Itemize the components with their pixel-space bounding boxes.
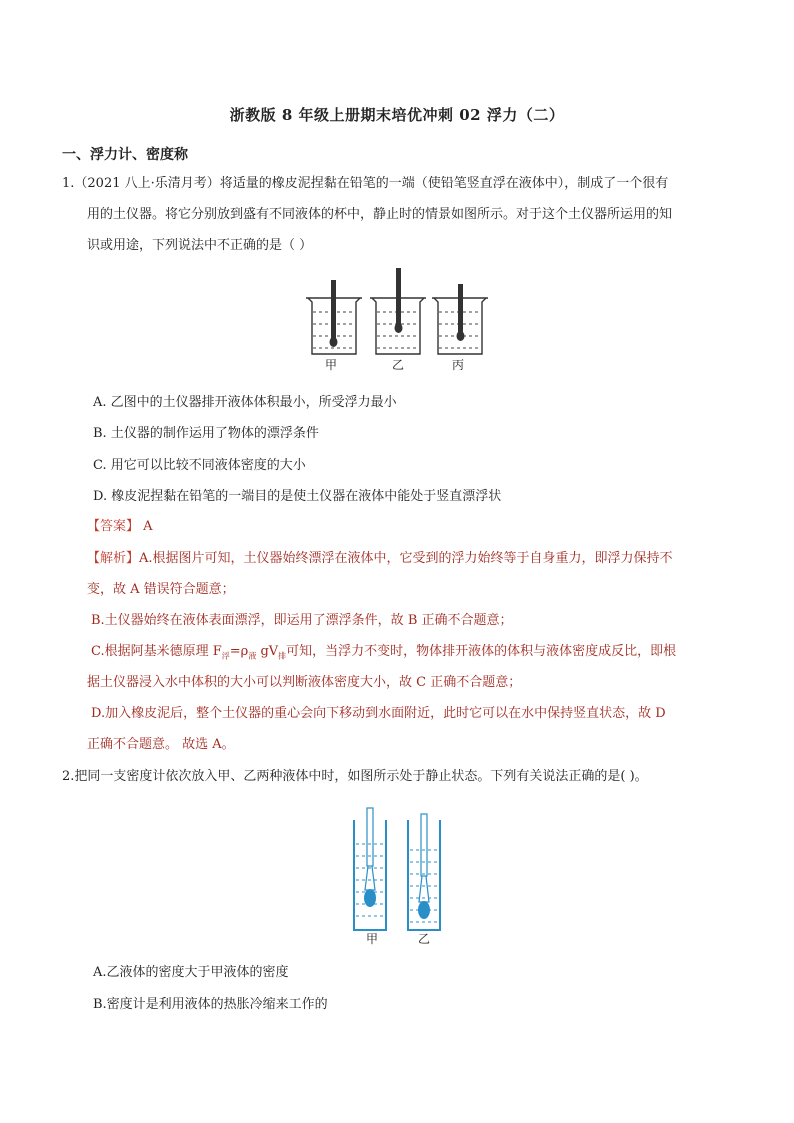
- q1-stem-line-1: 1.（2021 八上·乐清月考）将适量的橡皮泥捏黏在铅笔的一端（使铅笔竖直浮在液体中），制成了一个很有: [62, 176, 669, 191]
- formula-rho: =ρ: [229, 644, 249, 659]
- page-title: 浙教版 8 年级上册期末培优冲刺 02 浮力（二）: [229, 106, 565, 124]
- answer-value: A: [143, 519, 153, 534]
- q1-analysis-line-4: [91, 643, 676, 666]
- formula-f: C.根据阿基米德原理 F: [91, 644, 222, 659]
- q2-option-a: A.乙液体的密度大于甲液体的密度: [93, 965, 289, 980]
- q2-option-b: B.密度计是利用液体的热胀冷缩来工作的: [93, 997, 328, 1012]
- q1-fig-label-2: 乙: [392, 358, 405, 372]
- q2-fig-label-2: 乙: [418, 932, 431, 946]
- q1-analysis-line-3: B.土仪器始终在液体表面漂浮，即运用了漂浮条件，故 B 正确不合题意；: [91, 613, 513, 628]
- q1-fig-label-1: 甲: [325, 358, 338, 372]
- q2-figure-hydrometers: [346, 806, 446, 946]
- formula-sub-liquid: 液: [248, 651, 257, 661]
- q1-analysis-line-6: D.加入橡皮泥后，整个土仪器的重心会向下移动到水面附近，此时它可以在水中保持竖直状态，故 D: [91, 706, 666, 721]
- q1-option-b: B. 土仪器的制作运用了物体的漂浮条件: [93, 426, 319, 441]
- q1-analysis-line-5: 据土仪器浸入水中体积的大小可以判断液体密度大小，故 C 正确不合题意；: [87, 675, 522, 690]
- q2-fig-label-1: 甲: [366, 932, 379, 946]
- q2-stem-line-1: 2.把同一支密度计依次放入甲、乙两种液体中时，如图所示处于静止状态。下列有关说法正确的是( )。: [62, 769, 648, 784]
- answer-tag: 【答案】: [87, 519, 140, 534]
- q1-analysis-line-7: 正确不合题意。 故选 A。: [87, 737, 235, 752]
- q1-option-c: C. 用它可以比较不同液体密度的大小: [93, 458, 306, 473]
- formula-rest: 可知，当浮力不变时，物体排开液体的体积与液体密度成反比，即根: [286, 644, 677, 659]
- q1-option-d: D. 橡皮泥捏黏在铅笔的一端目的是使土仪器在液体中能处于竖直漂浮状: [93, 489, 502, 504]
- formula-gv: gV: [256, 644, 279, 659]
- section-heading: 一、浮力计、密度称: [62, 147, 188, 163]
- q1-option-a: A. 乙图中的土仪器排开液体体积最小，所受浮力最小: [93, 395, 397, 410]
- q1-analysis-line-1: [87, 550, 673, 568]
- q1-fig-label-3: 丙: [452, 358, 465, 372]
- q1-stem-line-2: 用的土仪器。将它分别放到盛有不同液体的杯中，静止时的情景如图所示。对于这个土仪器所运用的知: [87, 207, 673, 222]
- formula-sub-buoyancy: 浮: [221, 651, 230, 661]
- q1-analysis-line-2: 变，故 A 错误符合题意；: [87, 582, 235, 597]
- q1-stem-line-3: 识或用途，下列说法中不正确的是（ ）: [87, 238, 313, 253]
- analysis-tag: 【解析】: [87, 551, 140, 566]
- analysis-text-1: A.根据图片可知，土仪器始终漂浮在液体中，它受到的浮力始终等于自身重力，即浮力保持不: [139, 551, 673, 566]
- q1-answer-line: [87, 518, 153, 536]
- formula-sub-displaced: 排: [278, 651, 287, 661]
